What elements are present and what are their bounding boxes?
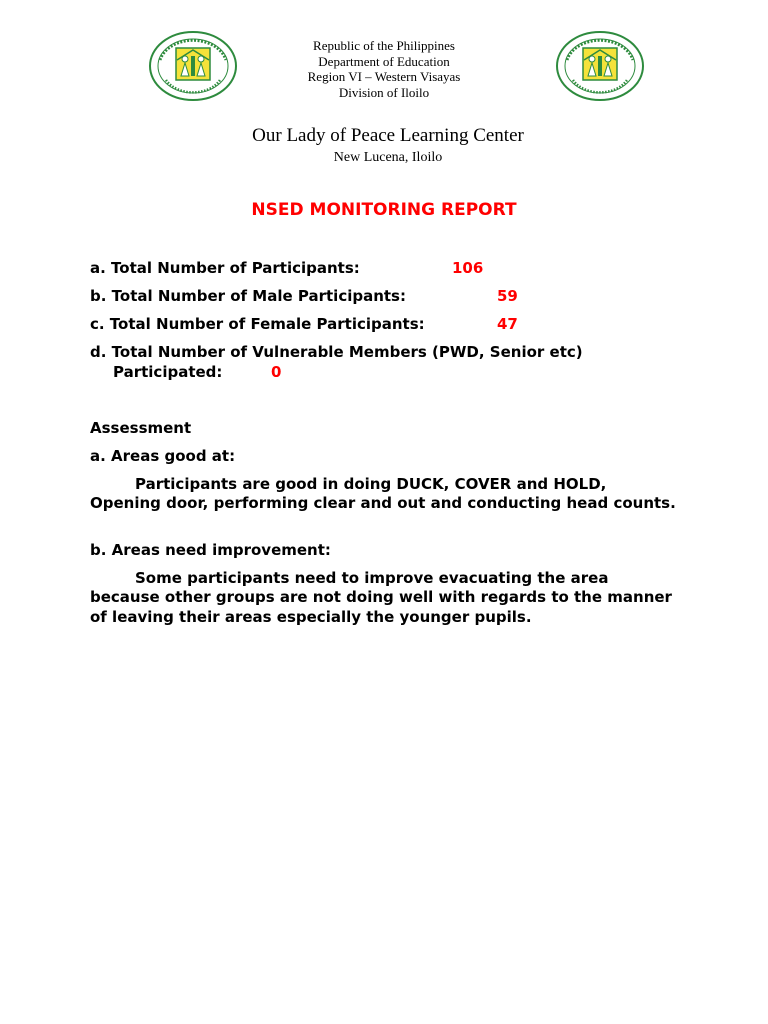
female-participants-row	[90, 315, 518, 333]
vulnerable-members-value: 0	[271, 363, 282, 381]
female-participants-value: 47	[497, 315, 518, 333]
school-location: New Lucena, Iloilo	[333, 150, 443, 165]
participated-label: Participated:	[113, 363, 223, 381]
male-participants-row	[90, 287, 518, 305]
areas-improvement-paragraph: Some participants need to improve evacuating the area because other groups are not doing well with regards to the manner of leaving their areas especially the younger pupils.	[90, 569, 672, 626]
total-participants-value: 106	[452, 259, 484, 277]
school-name: Our Lady of Peace Learning Center	[252, 125, 524, 146]
vulnerable-members-row	[90, 343, 583, 361]
vulnerable-members-label: d. Total Number of Vulnerable Members (PWD, Senior etc)	[90, 343, 583, 361]
assessment-heading: Assessment	[90, 419, 192, 437]
areas-good-paragraph: Participants are good in doing DUCK, COVER and HOLD, Opening door, performing clear and out and conducting head counts.	[90, 475, 676, 513]
region-line: Region VI – Western Visayas	[307, 69, 461, 84]
areas-good-heading: a. Areas good at:	[90, 447, 236, 465]
school-seal-right-icon	[555, 30, 645, 102]
total-participants-label: a. Total Number of Participants:	[90, 259, 360, 277]
republic-line: Republic of the Philippines	[313, 38, 455, 53]
report-title: NSED MONITORING REPORT	[251, 200, 517, 220]
department-line: Department of Education	[318, 53, 450, 69]
total-participants-row	[90, 259, 484, 277]
vulnerable-members-row-continued	[113, 363, 282, 381]
letterhead	[234, 38, 534, 100]
male-participants-label: b. Total Number of Male Participants:	[90, 287, 406, 305]
male-participants-value: 59	[497, 287, 518, 305]
school-seal-left-icon	[148, 30, 238, 102]
female-participants-label: c. Total Number of Female Participants:	[90, 315, 425, 333]
division-line: Division of Iloilo	[338, 84, 430, 100]
areas-improvement-heading: b. Areas need improvement:	[90, 541, 331, 559]
